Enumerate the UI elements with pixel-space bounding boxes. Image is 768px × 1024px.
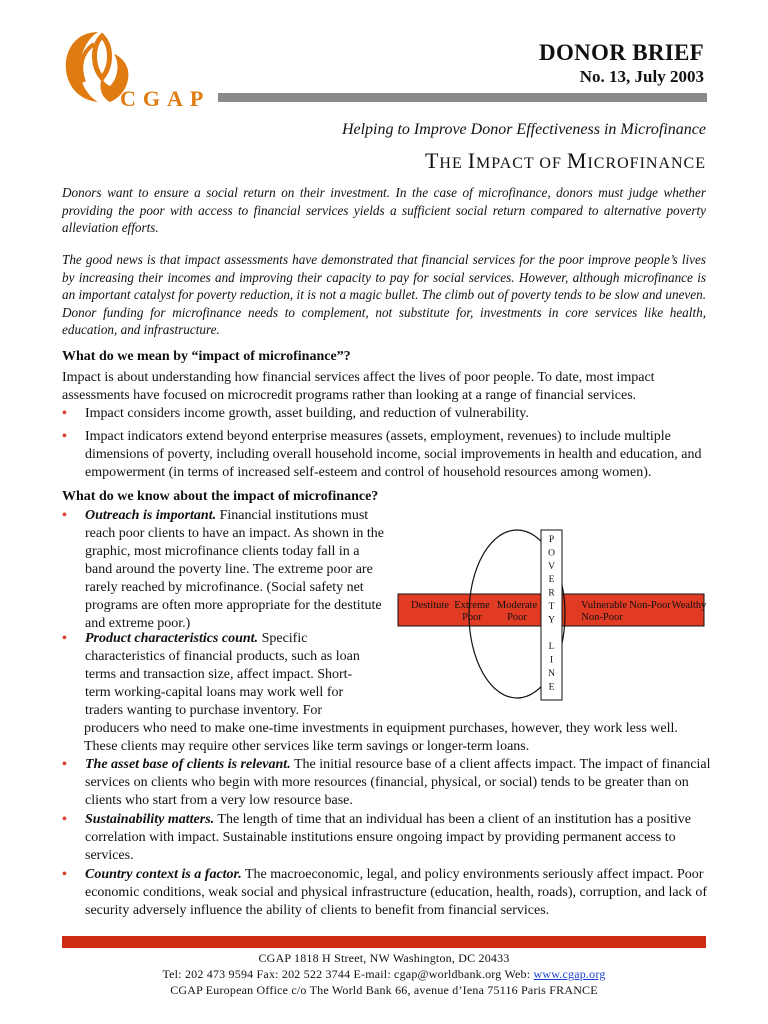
tagline: Helping to Improve Donor Effectiveness in Microfinance [341, 121, 706, 138]
list-item-text: Impact considers income growth, asset building, and reduction of vulnerability. [85, 406, 529, 421]
bullet-icon: • [62, 757, 67, 772]
bullet-icon: • [62, 508, 67, 523]
bullet-icon: • [62, 812, 67, 827]
list-item-body: The length of time that an individual has been a client of an institution has a positive correlation with impact. Sustainable institutions ensure ongoing impact by providing permanent access to services. [85, 812, 691, 863]
poverty-line-letter: T [548, 602, 555, 612]
intro-paragraph-1: Donors want to ensure a social return on their investment. In the case of microfinance, donors must judge whether providing the poor with access to financial services yields a sufficient social return compared to alternative poverty alleviation efforts. [62, 185, 706, 235]
poverty-line-letter: V [548, 561, 555, 572]
poverty-line-letter: P [548, 535, 555, 545]
poverty-line-letter: I [549, 655, 554, 666]
section-heading-meaning: What do we mean by “impact of microfinance”? [62, 349, 351, 364]
list-item-lead: Sustainability matters. [85, 812, 215, 827]
list-item-text [85, 630, 375, 720]
category-label: Vulnerable [580, 600, 628, 611]
footer-bar [62, 936, 706, 948]
document-title [425, 148, 706, 174]
poverty-line-letter: O [548, 548, 555, 559]
brief-title: DONOR BRIEF [539, 40, 704, 65]
title-word: MPACT OF [476, 155, 567, 172]
poverty-line-letter: E [548, 682, 555, 693]
list-item-text [85, 756, 712, 810]
category-label: Destitute [411, 600, 449, 611]
list-item-text [85, 507, 385, 633]
list-item-body: The macroeconomic, legal, and policy environments seriously affect impact. Poor economic conditions, weak social and physical infrastructure (education, health, roads), corruption, and lack of security adversely influence the ability of clients to benefit from financial services. [85, 867, 708, 918]
list-item-text: Impact indicators extend beyond enterprise measures (assets, employment, revenues) to include multiple dimensions of poverty, including overall household income, social improvements in health and education, and empowerment (in terms of increased self-esteem and control of household resources among women). [85, 429, 702, 480]
category-label: Extreme [454, 600, 490, 611]
logo-text: CGAP [120, 86, 211, 111]
list-item-lead: Product characteristics count. [85, 631, 259, 646]
category-label: Non-Poor [581, 612, 623, 623]
poverty-line-letter: R [548, 588, 555, 599]
header-bar [218, 93, 707, 102]
list-item-body: Financial institutions must reach poor clients to have an impact. As shown in the graphic, most microfinance clients today fall in a band around the poverty line. The extreme poor are rarely reached by microfinance. (Social safety net programs are often more appropriate for the destitute and extreme poor.) [85, 508, 384, 631]
bullet-icon: • [62, 631, 67, 646]
list-item-lead: Country context is a factor. [85, 867, 242, 882]
bullet-icon: • [62, 867, 67, 882]
bullet-icon: • [62, 406, 67, 421]
poverty-line-letter: E [548, 575, 555, 586]
intro-paragraph-2: The good news is that impact assessments have demonstrated that financial services for the poor improve people’s lives by increasing their incomes and improving their capacity to pay for social services. However, although microfinance is an important catalyst for poverty reduction, it is not a magic bullet. The climb out of poverty tends to be slow and uneven. Donor funding for microfinance needs to complement, not substitute for, investments in core services like health, education, and infrastructure. [62, 252, 706, 337]
list-item-body: The initial resource base of a client affects impact. The impact of financial services on clients who begin with more resources (financial, physical, or social) tends to be greater than on clients who start from a very low resource base. [85, 757, 711, 808]
list-item-body: Specific characteristics of financial products, such as loan terms and transaction size, affect impact. Short-term working-capital loans may work well for traders wanting to purchase inventory. For [85, 631, 360, 718]
category-label: Poor [462, 612, 482, 623]
cgap-logo [58, 26, 258, 116]
poverty-line-letter: L [548, 642, 555, 653]
website-link[interactable]: www.cgap.org [533, 967, 606, 981]
category-label: Non-Poor [629, 600, 671, 611]
footer-contact [62, 967, 706, 982]
title-word: HE [439, 155, 468, 172]
title-char: T [424, 148, 440, 173]
list-item-text [85, 811, 712, 865]
list-item-lead: The asset base of clients is relevant. [85, 757, 291, 772]
section-body-meaning: Impact is about understanding how financial services affect the lives of poor people. To date, most impact assessments have focused on microcredit programs rather than looking at a range of financial services. [62, 370, 655, 403]
category-label: Poor [507, 612, 527, 623]
poverty-line-diagram [396, 528, 708, 702]
list-item-continuation: producers who need to make one-time investments in equipment purchases, however, they work less well. These clients may require other services like term savings or longer-term loans. [84, 721, 678, 754]
title-word: ICROFINANCE [587, 155, 706, 172]
diagram-svg [396, 528, 708, 702]
footer-europe-office: CGAP European Office c/o The World Bank 66, avenue d’Iena 75116 Paris FRANCE [170, 983, 598, 997]
bullet-icon: • [62, 429, 67, 444]
list-item-lead: Outreach is important. [85, 508, 217, 523]
title-char: I [467, 148, 477, 173]
footer-address: CGAP 1818 H Street, NW Washington, DC 20433 [258, 951, 510, 965]
brief-issue: No. 13, July 2003 [579, 67, 704, 86]
category-label: Wealthy [671, 600, 707, 611]
poverty-line-letter: Y [548, 615, 555, 626]
title-char: M [566, 148, 588, 173]
section-heading-impact: What do we know about the impact of microfinance? [62, 489, 379, 504]
poverty-line-letter: N [548, 669, 555, 679]
list-item-text [85, 866, 712, 920]
category-label: Moderate [496, 600, 538, 611]
footer-contact-text: Tel: 202 473 9594 Fax: 202 522 3744 E-mail: cgap@worldbank.org Web: [162, 967, 534, 981]
